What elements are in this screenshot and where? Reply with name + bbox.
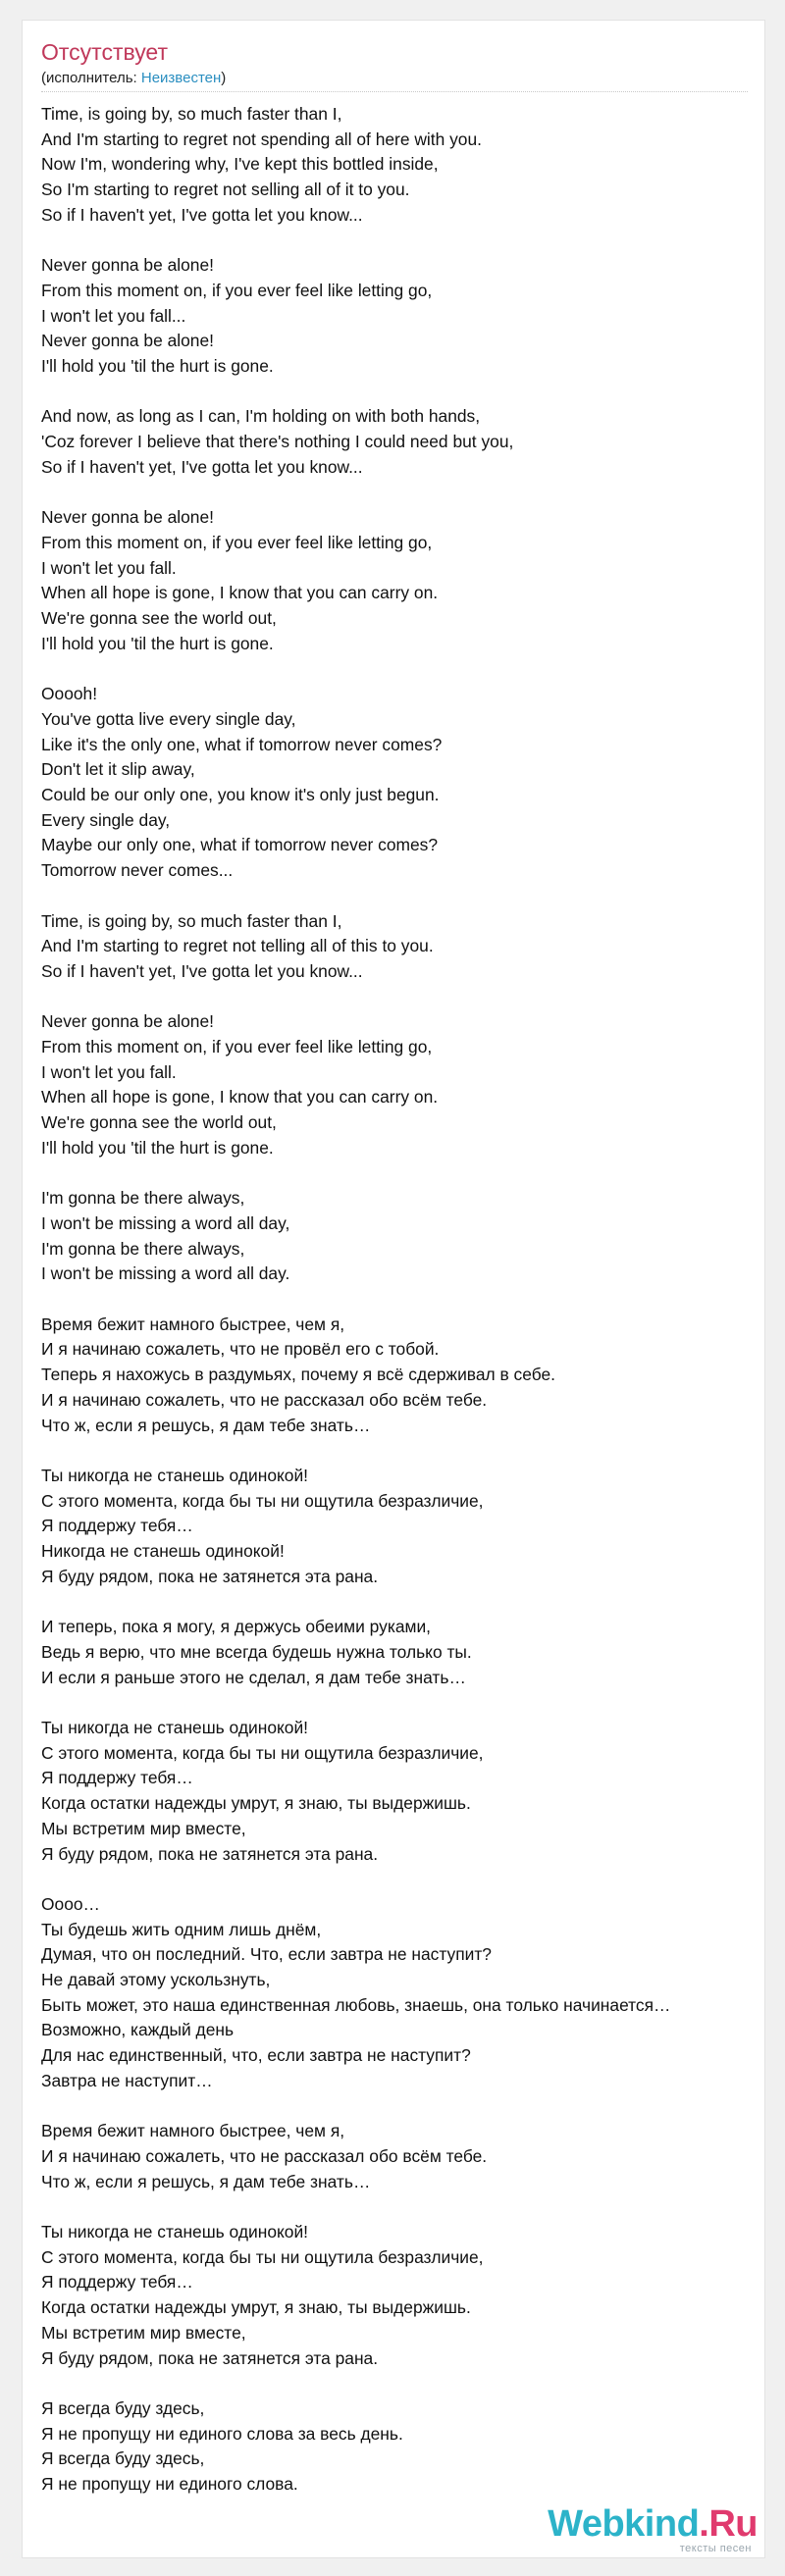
lyrics-blank-line [41, 884, 777, 909]
lyrics-line: Я не пропущу ни единого слова. [41, 2474, 298, 2495]
lyrics-line: Ты никогда не станешь одинокой! [41, 1465, 309, 1485]
lyrics-line: So if I haven't yet, I've gotta let you know... [41, 960, 363, 981]
lyrics-line: И я начинаю сожалеть, что не рассказал обо всём тебе. [41, 2145, 488, 2166]
lyrics-line: Я всегда буду здесь, [41, 2397, 205, 2418]
title-divider [41, 91, 748, 92]
lyrics-line: Я поддержу тебя… [41, 1768, 193, 1788]
lyrics-blank-line [41, 1161, 777, 1187]
lyrics-line: Now I'm, wondering why, I've kept this bottled inside, [41, 154, 439, 175]
logo-tagline: тексты песен [679, 2543, 752, 2554]
lyrics-line: I'll hold you 'til the hurt is gone. [41, 356, 274, 377]
lyrics-blank-line [41, 656, 777, 682]
lyrics-line: I won't be missing a word all day. [41, 1263, 290, 1284]
artist-suffix: ) [221, 70, 227, 86]
lyrics-line: Никогда не станешь одинокой! [41, 1541, 285, 1562]
lyrics-blank-line [41, 2194, 777, 2220]
lyrics-line: Оооо… [41, 1893, 100, 1914]
lyrics-line: Maybe our only one, what if tomorrow never comes? [41, 835, 439, 855]
lyrics-line: Don't let it slip away, [41, 759, 195, 780]
lyrics-line: Я буду рядом, пока не затянется эта рана. [41, 2347, 379, 2368]
lyrics-blank-line [41, 1690, 777, 1716]
lyrics-line: Я буду рядом, пока не затянется эта рана. [41, 1566, 379, 1586]
lyrics-line: Ты никогда не станешь одинокой! [41, 2222, 309, 2242]
artist-prefix: (исполнитель: [41, 70, 141, 86]
lyrics-line: You've gotta live every single day, [41, 708, 296, 729]
lyrics-line: Ты никогда не станешь одинокой! [41, 1718, 309, 1737]
lyrics-line: So if I haven't yet, I've gotta let you know... [41, 204, 363, 225]
lyrics-blank-line [41, 1589, 777, 1615]
lyrics-line: Для нас единственный, что, если завтра не наступит? [41, 2045, 471, 2066]
lyrics-line: Я поддержу тебя… [41, 1516, 193, 1536]
lyrics-line: When all hope is gone, I know that you can carry on. [41, 1087, 439, 1108]
lyrics-line: Возможно, каждый день [41, 2020, 235, 2040]
lyrics-line: И если я раньше этого не сделал, я дам тебе знать… [41, 1667, 466, 1687]
lyrics-blank-line [41, 1867, 777, 1892]
artist-link[interactable]: Неизвестен [140, 70, 222, 86]
lyrics-line: I won't let you fall. [41, 1061, 177, 1082]
page-title: Отсутствует [41, 39, 168, 65]
lyrics-line: Мы встретим мир вместе, [41, 2322, 246, 2343]
lyrics-line: I won't let you fall. [41, 557, 177, 578]
lyrics-line: When all hope is gone, I know that you can carry on. [41, 583, 439, 603]
lyrics-line: Я не пропущу ни единого слова за весь день. [41, 2423, 403, 2444]
lyrics-blank-line [41, 229, 777, 254]
artist-line [41, 70, 226, 86]
lyrics-line: С этого момента, когда бы ты ни ощутила безразличие, [41, 1742, 484, 1763]
lyrics-line: Я всегда буду здесь, [41, 2448, 205, 2469]
lyrics-line: So I'm starting to regret not selling all of it to you. [41, 180, 410, 200]
lyrics-line: С этого момента, когда бы ты ни ощутила безразличие, [41, 2246, 484, 2267]
lyrics-line: С этого момента, когда бы ты ни ощутила безразличие, [41, 1490, 484, 1511]
site-logo[interactable] [548, 2503, 758, 2554]
lyrics-line: I'll hold you 'til the hurt is gone. [41, 1137, 274, 1158]
lyrics-line: I'll hold you 'til the hurt is gone. [41, 633, 274, 653]
lyrics-blank-line [41, 481, 777, 506]
lyrics-line: We're gonna see the world out, [41, 608, 277, 629]
lyrics-line: Ведь я верю, что мне всегда будешь нужна только ты. [41, 1641, 472, 1662]
lyrics-line: Tomorrow never comes... [41, 860, 234, 881]
lyrics-line: Never gonna be alone! [41, 1011, 214, 1032]
lyrics-line: Что ж, если я решусь, я дам тебе знать… [41, 1415, 371, 1435]
lyrics-line: I'm gonna be there always, [41, 1238, 245, 1259]
lyrics-line: I'm gonna be there always, [41, 1188, 245, 1209]
lyrics-line: Never gonna be alone! [41, 255, 214, 276]
lyrics-line: Время бежит намного быстрее, чем я, [41, 2121, 345, 2141]
lyrics-blank-line [41, 1287, 777, 1313]
lyrics-line: Что ж, если я решусь, я дам тебе знать… [41, 2171, 371, 2191]
lyrics-line: And I'm starting to regret not spending all of here with you. [41, 129, 482, 149]
lyrics-line: Завтра не наступит… [41, 2070, 213, 2090]
lyrics-line: Every single day, [41, 809, 171, 830]
logo-suffix: .Ru [699, 2503, 758, 2545]
lyrics-line: И я начинаю сожалеть, что не провёл его с тобой. [41, 1339, 440, 1360]
lyrics-line: From this moment on, if you ever feel like letting go, [41, 280, 433, 300]
lyrics-line: Мы встретим мир вместе, [41, 1818, 246, 1838]
lyrics-line: Когда остатки надежды умрут, я знаю, ты выдержишь. [41, 2297, 471, 2318]
lyrics-line: Теперь я нахожусь в раздумьях, почему я всё сдерживал в себе. [41, 1365, 555, 1385]
lyrics-line: Быть может, это наша единственная любовь, знаешь, она только начинается… [41, 1994, 671, 2015]
lyrics-line: From this moment on, if you ever feel like letting go, [41, 532, 433, 552]
lyrics-line: And I'm starting to regret not telling all of this to you. [41, 936, 434, 956]
lyrics-line: Думая, что он последний. Что, если завтра не наступит? [41, 1944, 492, 1965]
lyrics-line: From this moment on, if you ever feel like letting go, [41, 1037, 433, 1057]
lyrics-blank-line [41, 1438, 777, 1464]
lyrics-blank-line [41, 2371, 777, 2396]
lyrics-line: Like it's the only one, what if tomorrow never comes? [41, 734, 443, 754]
lyrics-line: Never gonna be alone! [41, 507, 214, 528]
lyrics-line: Time, is going by, so much faster than I, [41, 910, 342, 931]
lyrics-line: И теперь, пока я могу, я держусь обеими руками, [41, 1617, 431, 1637]
lyrics-line: We're gonna see the world out, [41, 1112, 277, 1133]
lyrics-blank-line [41, 380, 777, 405]
lyrics-line: Could be our only one, you know it's only just begun. [41, 784, 440, 804]
lyrics-line: And now, as long as I can, I'm holding on with both hands, [41, 406, 481, 427]
lyrics-line: I won't let you fall... [41, 305, 186, 326]
lyrics-line: Когда остатки надежды умрут, я знаю, ты выдержишь. [41, 1793, 471, 1814]
lyrics-line: So if I haven't yet, I've gotta let you know... [41, 456, 363, 477]
lyrics-text [41, 102, 777, 2498]
lyrics-blank-line [41, 985, 777, 1010]
lyrics-line: Время бежит намного быстрее, чем я, [41, 1314, 345, 1334]
lyrics-line: Ты будешь жить одним лишь днём, [41, 1919, 322, 1939]
lyrics-line: Ooooh! [41, 684, 98, 704]
lyrics-blank-line [41, 2094, 777, 2120]
lyrics-line: Не давай этому ускользнуть, [41, 1970, 271, 1990]
lyrics-line: I won't be missing a word all day, [41, 1212, 290, 1233]
lyrics-line: Я буду рядом, пока не затянется эта рана. [41, 1843, 379, 1864]
logo-word: Webkind [548, 2503, 700, 2545]
lyrics-line: Я поддержу тебя… [41, 2272, 193, 2293]
lyrics-line: 'Coz forever I believe that there's nothing I could need but you, [41, 432, 514, 452]
lyrics-line: Never gonna be alone! [41, 331, 214, 351]
lyrics-line: Time, is going by, so much faster than I, [41, 104, 342, 124]
lyrics-line: И я начинаю сожалеть, что не рассказал обо всём тебе. [41, 1389, 488, 1410]
